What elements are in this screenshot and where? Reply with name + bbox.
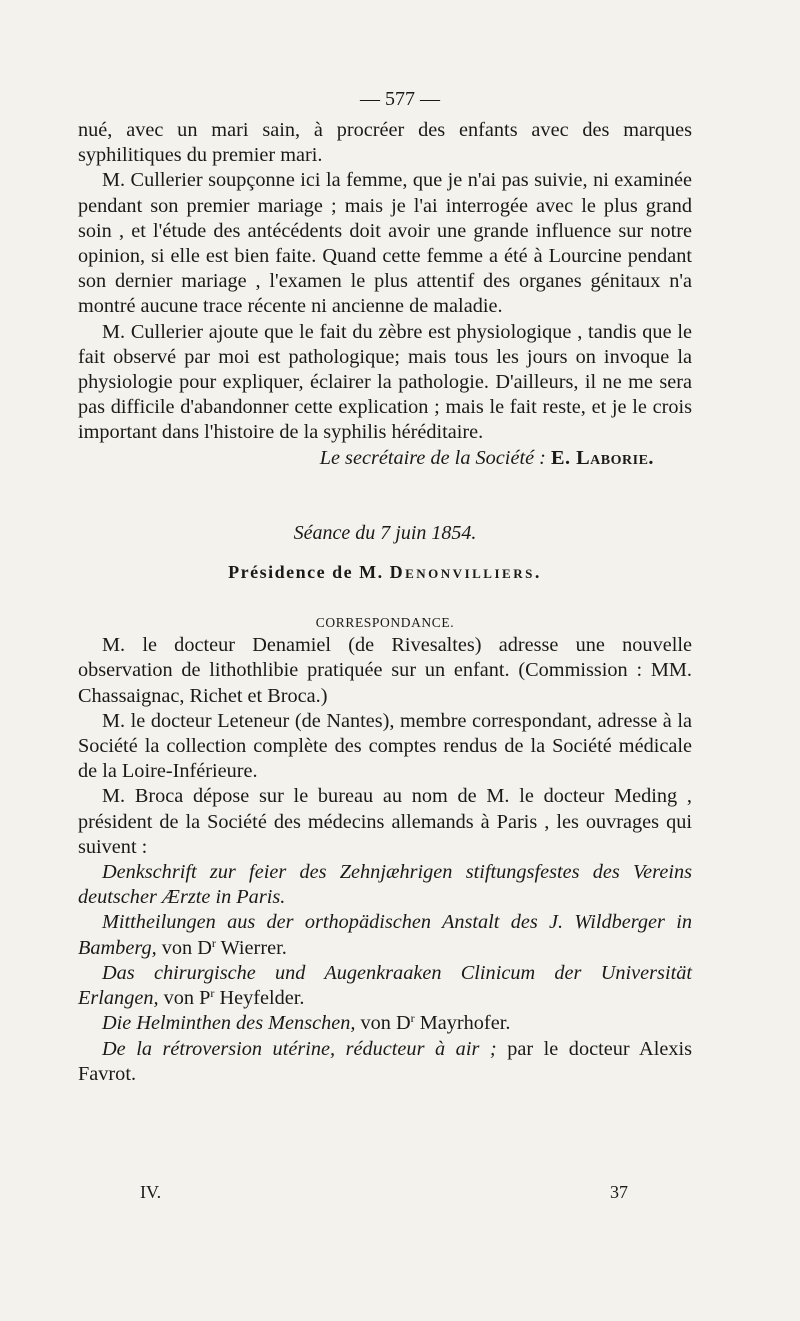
work-title: Denkschrift zur feier des Zehnjæhrigen stiftungsfestes des Vereins deutscher Ærzte in Paris.: [78, 861, 692, 909]
author-title: P: [199, 987, 211, 1010]
work-author: Heyfelder.: [214, 987, 305, 1010]
author-title: D: [197, 936, 212, 959]
work-entry: [78, 1011, 692, 1036]
session-title: Séance du 7 juin 1854.: [293, 521, 477, 544]
work-by: von: [355, 1012, 396, 1035]
work-title: De la rétroversion utérine, réducteur à air ;: [102, 1037, 497, 1060]
correspondence-item: M. Broca dépose sur le bureau au nom de M. le docteur Meding , président de la Société des médecins allemands à Paris , les ouvrages qui suivent :: [78, 785, 692, 858]
paragraph: M. Cullerier ajoute que le fait du zèbre est physiologique , tandis que le fait observé par moi est pathologique; mais tous les jours on invoque la physiologie pour expliquer, éclairer la pathologie. D'ailleurs, il ne me sera pas difficile d'abandonner cette explication ; mais le fait reste, et je le crois important dans l'histoire de la syphilis héréditaire.: [78, 320, 692, 444]
work-rest: par le docteur Alexis Favrot.: [78, 1037, 692, 1085]
work-author: Mayrhofer.: [414, 1012, 511, 1035]
signature-name: E. Laborie.: [550, 446, 654, 469]
volume-mark: IV.: [140, 1182, 162, 1202]
body-text: [78, 118, 692, 1087]
work-by: von: [158, 987, 200, 1010]
work-title: Die Helminthen des Menschen,: [102, 1012, 356, 1035]
paragraph: M. Cullerier soupçonne ici la femme, que je n'ai pas suivie, ni examinée pendant son premier mariage ; mais je l'ai interrogée avec le plus grand soin , et l'étude des antécédents doit avoir une grande influence sur notre opinion, si elle est bien faite. Quand cette femme a été à Lourcine pendant son dernier mariage , l'examen le plus attentif des organes génitaux n'a montré aucune trace récente ni ancienne de maladie.: [78, 169, 692, 318]
paragraph: nué, avec un mari sain, à procréer des enfants avec des marques syphilitiques du premier mari.: [78, 119, 692, 167]
signature-mark: 37: [610, 1182, 628, 1202]
presidence-name: Denonvilliers.: [389, 562, 542, 583]
presidence-prefix: Présidence de M.: [228, 562, 384, 583]
signature-label: Le secrétaire de la Société :: [319, 446, 546, 469]
author-title-sup: r: [211, 935, 216, 950]
page-number: — 577 —: [360, 88, 440, 110]
author-title: D: [396, 1012, 411, 1035]
work-title: Das chirurgische und Augenkraaken Clinicum der Universität Erlangen,: [78, 961, 692, 1010]
secretary-signature: [78, 446, 692, 471]
author-title-sup: r: [210, 986, 215, 1001]
work-author: Wierrer.: [215, 936, 287, 959]
work-title: Mittheilungen aus der orthopädischen Anstalt des J. Wildberger in Bamberg,: [78, 911, 692, 959]
correspondence-item: M. le docteur Denamiel (de Rivesaltes) adresse une nouvelle observation de lithothlibie pratiquée sur un enfant. (Commission : MM. Chassaignac, Richet et Broca.): [78, 634, 692, 707]
work-by: von: [156, 936, 198, 959]
session-presidence: [78, 560, 692, 585]
work-entry: [78, 961, 692, 1011]
work-entry: [78, 910, 692, 960]
work-entry: [78, 1037, 692, 1087]
correspondence-item: M. le docteur Leteneur (de Nantes), membre correspondant, adresse à la Société la collection complète des comptes rendus de la Société médicale de la Loire-Inférieure.: [78, 709, 692, 783]
section-heading: CORRESPONDANCE.: [315, 615, 455, 631]
author-title-sup: r: [410, 1011, 415, 1026]
